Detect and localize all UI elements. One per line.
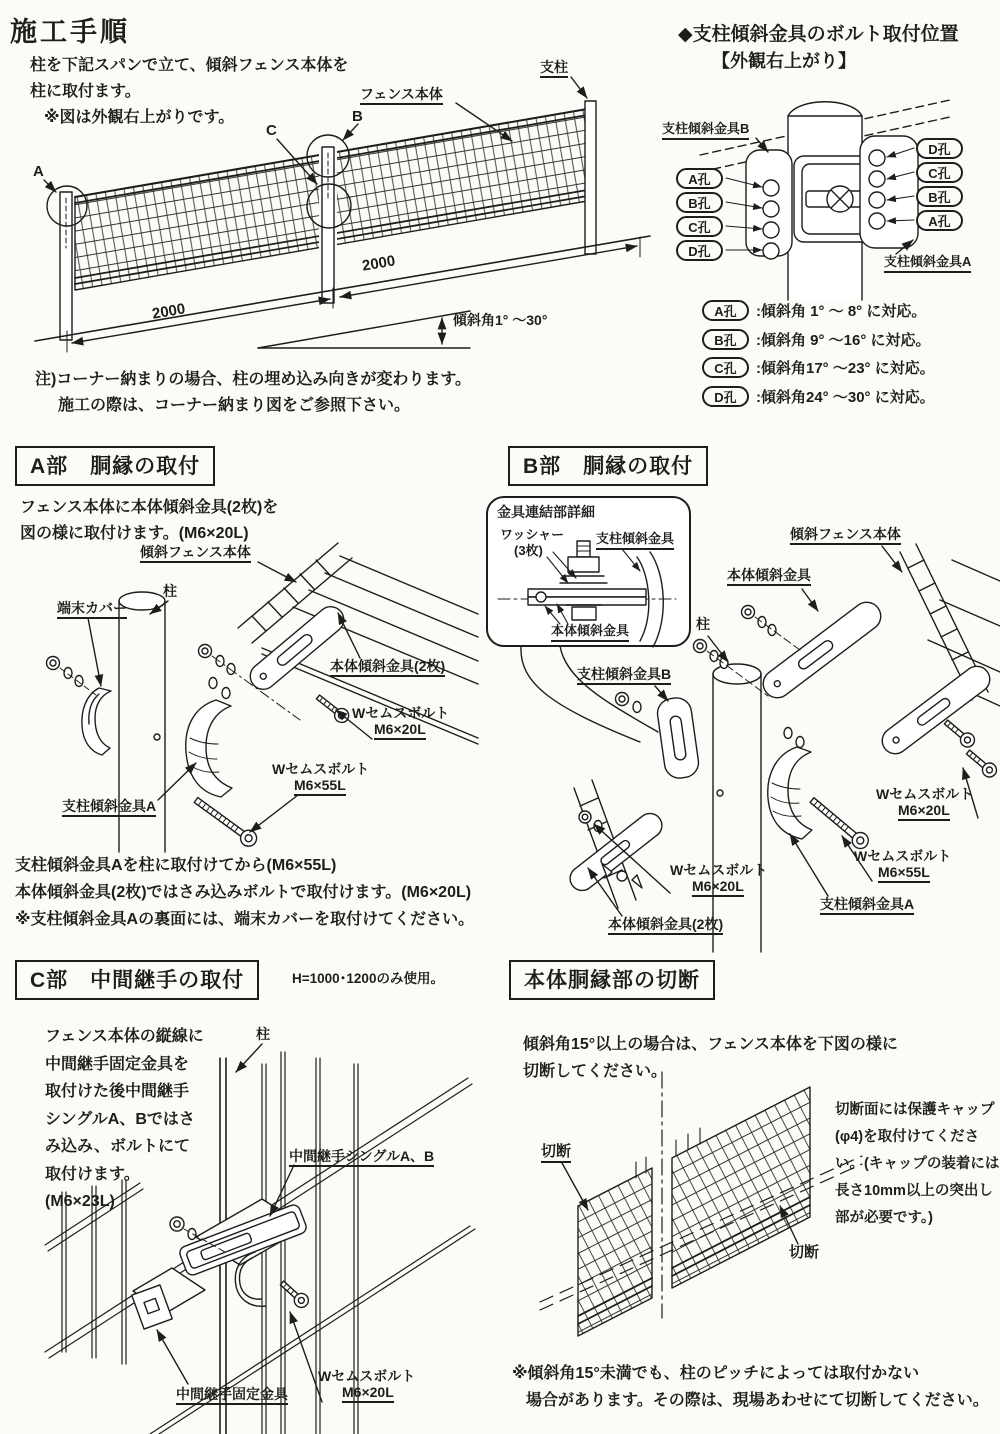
section-b-bolt-m6x55: [807, 794, 872, 852]
section-b-inset-title: 金具連結部詳細: [497, 504, 595, 520]
section-b-label-bracket-b: 支柱傾斜金具B: [577, 666, 671, 685]
page-title: 施工手順: [10, 17, 130, 47]
section-cut-note-3: い。(キャップの装着には: [835, 1156, 1000, 1172]
section-c-screw: [277, 1278, 311, 1310]
section-a-bolt-m6x55: [191, 794, 259, 850]
pill-hole-left-a: A孔: [676, 168, 723, 189]
section-b-label-fence: 傾斜フェンス本体: [790, 526, 901, 545]
section-b-post-clamp: [768, 728, 812, 840]
label-bracket-a: 支柱傾斜金具A: [884, 255, 971, 273]
section-a-label-fence: 傾斜フェンス本体: [140, 544, 251, 563]
section-a-body-bracket-plate: [245, 601, 349, 694]
slope-angle-triangle: [258, 311, 470, 348]
bolt-guide-subtitle: 【外観右上がり】: [712, 51, 856, 71]
section-b-label-plate: 本体傾斜金具: [727, 567, 811, 586]
bolt-guide-title: ◆支柱傾斜金具のボルト取付位置: [678, 24, 959, 45]
pill-hole-right-a: A孔: [916, 210, 963, 231]
overview-post-middle: [322, 147, 334, 303]
pill-hole-d: D孔: [702, 386, 749, 407]
section-c-label-fix: 中間継手固定金具: [176, 1386, 288, 1405]
label-cut-right: 切断: [789, 1244, 820, 1261]
section-b-label-post: 柱: [696, 616, 710, 632]
section-a-label-bolt20-2: M6×20L: [374, 721, 426, 740]
section-a-end-cover: [82, 688, 111, 755]
section-b-inset-washer-1: ワッシャー: [500, 527, 565, 542]
section-b-screw-right-2: [964, 747, 1000, 780]
overview-note-1: 注)コーナー納まりの場合、柱の埋め込み向きが変わります。: [35, 371, 472, 388]
section-a-desc-2: 図の様に取付けます。(M6×20L): [20, 525, 249, 542]
pill-hole-b: B孔: [702, 329, 749, 350]
dimension-2000-right: 2000: [360, 252, 397, 275]
label-fence-body: フェンス本体: [360, 86, 443, 105]
section-cut-note-1: 切断面には保護キャップ: [835, 1102, 995, 1118]
section-cut-note-5: 部が必要です。): [835, 1210, 933, 1226]
pill-hole-c: C孔: [702, 357, 749, 378]
section-cut-desc-1: 傾斜角15°以上の場合は、フェンス本体を下図の様に: [523, 1036, 898, 1053]
section-c-header: C部 中間継手の取付: [15, 960, 259, 1000]
callout-a: A: [33, 163, 44, 180]
section-b-bracket-b: [656, 696, 701, 780]
section-b-right-plate: [877, 661, 995, 759]
section-b-inset-post-bracket: 支柱傾斜金具: [596, 532, 674, 550]
section-c-desc-2: 中間継手固定金具を: [45, 1056, 190, 1073]
section-a-post-clamp: [186, 678, 232, 798]
callout-b: B: [352, 108, 363, 125]
section-a-label-clamp: 支柱傾斜金具A: [62, 798, 156, 817]
callout-c: C: [266, 122, 277, 139]
section-a-label-cover: 端末カバー: [57, 600, 127, 619]
overview-note-2: 施工の際は、コーナー納まり図をご参照下さい。: [58, 397, 411, 414]
section-a-label-post: 柱: [163, 583, 177, 599]
section-b-screw-right-1: [942, 717, 978, 750]
pill-hole-right-d: D孔: [916, 138, 963, 159]
section-b-label-plate2: 本体傾斜金具(2枚): [608, 916, 723, 935]
section-cut-foot-2: 場合があります。その際は、現場あわせにて切断してください。: [526, 1392, 989, 1409]
section-cut-note-2: (φ4)を取付けてくださ: [835, 1129, 980, 1145]
section-a-header: A部 胴縁の取付: [15, 446, 215, 486]
section-b-label-bolt55-1: Wセムスボルト: [854, 848, 952, 864]
section-cut-header: 本体胴縁部の切断: [509, 960, 715, 1000]
hole-row-b-text: :傾斜角 9° ～16° に対応。: [756, 332, 931, 349]
hole-row-a: [702, 300, 926, 321]
section-a-label-bolt55-2: M6×55L: [294, 777, 346, 796]
section-c-desc-4: シングルA、Bではさ: [45, 1111, 195, 1128]
hole-row-a-text: :傾斜角 1° ～ 8° に対応。: [756, 303, 927, 320]
section-c-label-post: 柱: [256, 1026, 270, 1042]
section-a-cover-bolt: [47, 657, 97, 696]
section-c-label-joint: 中間継手シングルA、B: [289, 1148, 434, 1167]
section-a-label-bolt55-1: Wセムスボルト: [272, 761, 370, 777]
section-b-upper-plate: [758, 597, 887, 704]
section-a-screw-m6x20: [314, 691, 352, 725]
section-b-label-bolt20r-1: Wセムスボルト: [876, 786, 974, 802]
section-b-label-bolt55-2: M6×55L: [878, 864, 930, 883]
section-b-inset-washer-2: (3枚): [514, 543, 543, 558]
hole-row-b: [702, 329, 931, 350]
hole-row-c: [702, 357, 935, 378]
section-c-desc-5: み込み、ボルトにて: [45, 1138, 190, 1155]
label-bracket-b: 支柱傾斜金具B: [662, 122, 749, 140]
pill-hole-left-d: D孔: [676, 240, 723, 261]
overview-post-left: [60, 192, 72, 340]
section-b-inset-body-bracket: 本体傾斜金具: [551, 624, 629, 642]
label-slope-angle: 傾斜角1° ～30°: [453, 312, 548, 328]
section-b-label-bolt20r-2: M6×20L: [898, 802, 950, 821]
label-shichu-post: 支柱: [540, 59, 568, 78]
section-c-usage-note: H=1000･1200のみ使用。: [292, 971, 444, 986]
section-a-foot-2: 本体傾斜金具(2枚)ではさみ込みボルトで取付けます。(M6×20L): [15, 884, 472, 901]
hole-row-d: [702, 386, 935, 407]
guide-bracket-b: [746, 150, 792, 259]
section-b-label-bolt20l-1: Wセムスボルト: [670, 862, 768, 878]
pill-hole-right-c: C孔: [916, 162, 963, 183]
section-c-desc-3: 取付けた後中間継手: [45, 1083, 190, 1100]
section-cut-note-4: 長さ10mm以上の突出し: [835, 1183, 993, 1199]
intro-line-2: 柱に取付ます。: [30, 83, 141, 100]
section-cut-desc-2: 切断してください。: [523, 1063, 668, 1080]
section-c-desc-6: 取付けます。: [45, 1166, 140, 1183]
section-b-label-clamp: 支柱傾斜金具A: [820, 896, 914, 915]
intro-line-1: 柱を下記スパンで立て、傾斜フェンス本体を: [30, 57, 349, 74]
section-b-header: B部 胴縁の取付: [508, 446, 708, 486]
pill-hole-right-b: B孔: [916, 186, 963, 207]
overview-post-right: [585, 101, 596, 254]
section-a-desc-1: フェンス本体に本体傾斜金具(2枚)を: [20, 499, 279, 516]
section-c-label-bolt-1: Wセムスボルト: [318, 1368, 416, 1384]
section-a-foot-1: 支柱傾斜金具Aを柱に取付けてから(M6×55L): [15, 857, 337, 874]
section-c-label-bolt-2: M6×20L: [342, 1384, 394, 1403]
label-cut-left: 切断: [541, 1143, 571, 1163]
hole-row-d-text: :傾斜角24° ～30° に対応。: [756, 389, 935, 406]
section-c-desc-1: フェンス本体の縦線に: [45, 1028, 204, 1045]
section-a-foot-3: ※支柱傾斜金具Aの裏面には、端末カバーを取付けてください。: [15, 911, 475, 928]
pill-hole-left-b: B孔: [676, 192, 723, 213]
section-b-post: [713, 664, 761, 952]
dimension-2000-left: 2000: [150, 300, 187, 323]
section-a-label-bolt20-1: Wセムスボルト: [352, 705, 450, 721]
hole-row-c-text: :傾斜角17° ～23° に対応。: [756, 360, 935, 377]
guide-bracket-a: [860, 136, 918, 248]
section-b-label-bolt20l-2: M6×20L: [692, 878, 744, 897]
section-a-label-plate: 本体傾斜金具(2枚): [330, 658, 445, 677]
pill-hole-left-c: C孔: [676, 216, 723, 237]
section-cut-diagram: [540, 1072, 862, 1336]
pill-hole-a: A孔: [702, 300, 749, 321]
section-c-desc-7: (M6×23L): [45, 1193, 115, 1210]
intro-line-3: ※図は外観右上がりです。: [44, 109, 235, 126]
section-cut-foot-1: ※傾斜角15°未満でも、柱のピッチによっては取付かない: [512, 1365, 920, 1382]
